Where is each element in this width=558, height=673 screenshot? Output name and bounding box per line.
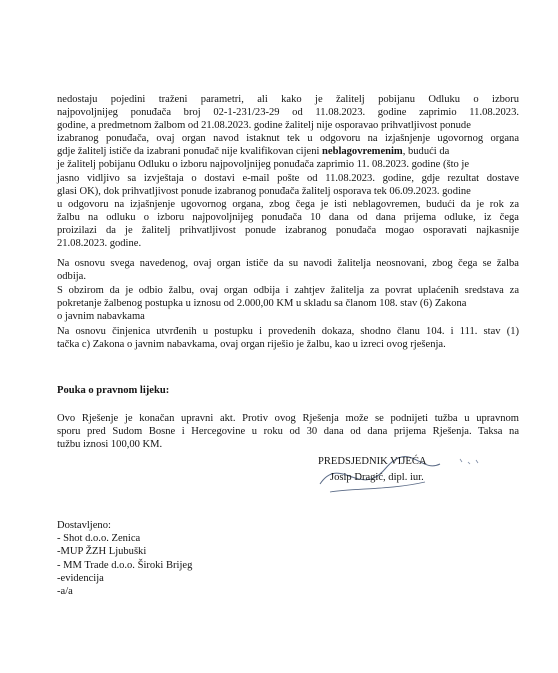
text-line: Na osnovu svega navedenog, ovaj organ ističe da su navodi žalitelja neosnovani, zbog čega se žalba [57,258,519,269]
text-line: pokretanje žalbenog postupka u iznosu od 2.000,00 KM u skladu sa članom 108. stav (6) Zakona [57,298,467,310]
text-segment: , budući da [402,146,450,158]
text-line: sporu pred Sudom Bosne i Hercegovine u roku od 30 dana od dana prijema Rješenja. Taksa na [57,426,519,438]
text-line: Na osnovu činjenica utvrđenih u postupku i provedenih dokaza, shodno članu 104. i 111. stav (1) [57,326,519,337]
paragraph-conclusion [57,257,519,283]
text-line: najpovoljnijeg ponuđača broj 02-1-231/23-29 od 11.08.2023. godine zaprimio 11.08.2023. [57,107,519,119]
signature-block [318,454,427,486]
text-line: S obzirom da je odbio žalbu, ovaj organ odbija i zahtjev žalitelja za povrat uplaćenih sredstava za [57,285,519,296]
signature-name: Josip Dragić, dipl. iur. [330,472,424,483]
list-item: -evidencija [57,572,104,584]
text-line: odbija. [57,271,86,283]
text-line: Ovo Rješenje je konačan upravni akt. Protiv ovog Rješenja može se podnijeti tužba u upravnom [57,413,519,424]
text-line: žalbu na odluku o izboru najpovoljnijeg ponuđača 10 dana od dana prijema odluke, iz čega [57,211,519,223]
list-item: -MUP ŽZH Ljubuški [57,546,147,558]
paragraph-refund [57,284,519,323]
list-item: -a/a [57,586,73,598]
dostavljeno-list [57,519,192,598]
text-line: izabranog ponuđača, ovaj organ navod istaknut tek u odgovoru na izjašnjenje ugovornog organa [57,133,519,145]
text-line: glasi OK), dok prihvatljivost ponude izabranog ponuđača žalitelj osporava tek 06.09.2023. godine [57,185,471,197]
text-line: 21.08.2023. godine. [57,238,142,250]
list-item: - Shot d.o.o. Zenica [57,533,141,545]
text-line: tačka c) Zakona o javnim nabavkama, ovaj organ riješio je žalbu, kao u izreci ovog rješenja. [57,339,446,351]
list-item: - MM Trade d.o.o. Široki Brijeg [57,559,193,571]
pouka-heading [57,384,519,397]
text-line: o javnim nabavkama [57,311,145,323]
paragraph-decision-basis [57,325,519,351]
text-line: godine, a predmetnom žalbom od 21.08.2023. godine žalitelj nije osporavao prihvatljivost ponude [57,120,471,132]
bold-word: neblagovremenim [322,146,403,158]
text-line: je žalitelj pobijanu Odluku o izboru najpovoljnijeg ponuđača zaprimio 11. 08.2023. godine (što je [57,159,470,171]
paragraph-reasoning [57,93,519,250]
pouka-heading-text: Pouka o pravnom lijeku: [57,385,170,396]
text-line: u odgovoru na izjašnjenje ugovornog organa, zbog čega je isti neblagovremen, budući da je rok za [57,198,519,210]
text-line: nedostaju pojedini traženi parametri, ali kako je žalitelj pobijanu Odluku o izboru [57,94,519,105]
text-line: tužbu iznosi 100,00 KM. [57,439,163,451]
text-segment: gdje žalitelj ističe da izabrani ponuđač nije kvalifikovan cijeni [57,146,323,158]
signature-title: PREDSJEDNIK VIJEĆA [318,456,427,467]
text-line: proizilazi da je žalitelj prihvatljivost ponude izabranog ponuđača mogao osporavati najkasnije [57,224,519,236]
text-line-with-bold [57,145,519,158]
dostavljeno-heading: Dostavljeno: [57,520,111,531]
text-line: jasno vidljivo sa izvještaja o dostavi e-mail pošte od 11.08.2023. godine, gdje rezultat dostave [57,172,519,184]
